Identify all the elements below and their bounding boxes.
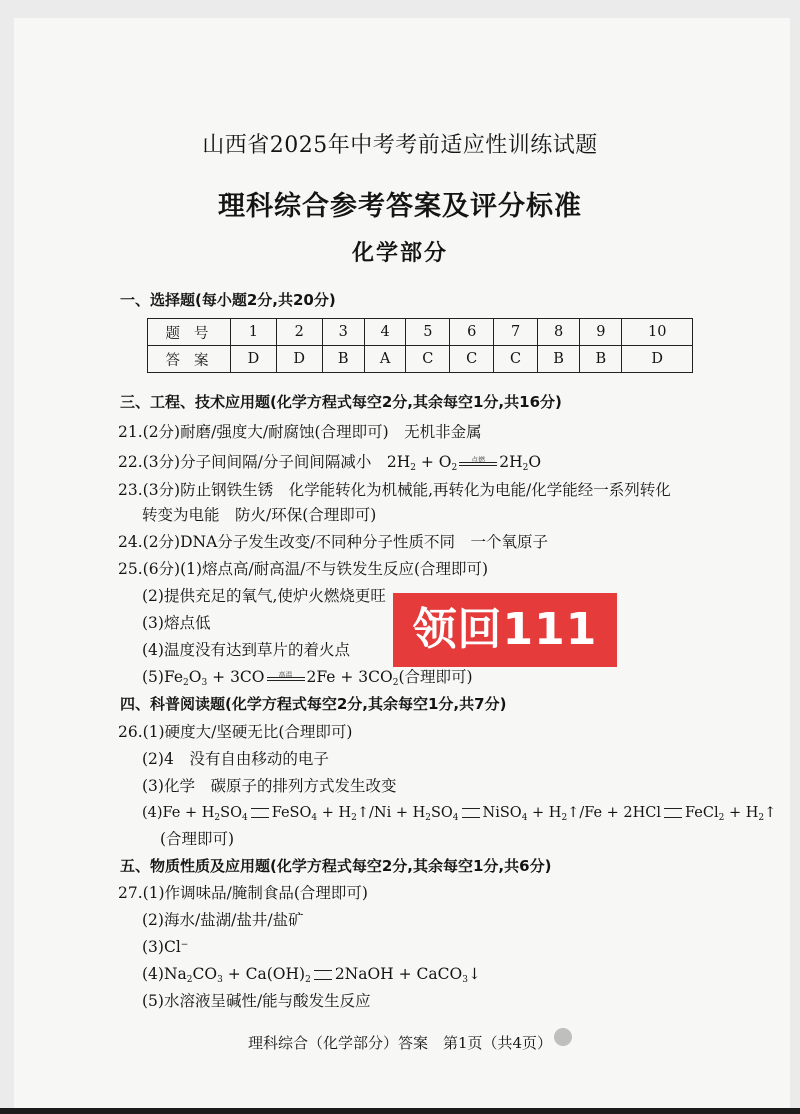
answer-27-3: (3)Cl− [142, 938, 189, 956]
answer-22-text: 22.(3分)分子间间隔/分子间间隔减小 2H [118, 453, 411, 471]
table-cell: 3 [322, 319, 364, 346]
answer-23-line1: 23.(3分)防止钢铁生锈 化学能转化为机械能,再转化为电能/化学能经一系列转化 [118, 481, 671, 499]
reaction-condition: 点燃 [459, 456, 497, 470]
answer-27-5: (5)水溶液呈碱性/能与酸发生反应 [142, 992, 371, 1010]
screen-bottom-bar [0, 1108, 800, 1114]
table-cell: C [450, 346, 494, 373]
reaction-condition: 高温 [267, 671, 305, 685]
table-cell: D [231, 346, 277, 373]
table-row-answers [148, 346, 693, 373]
table-cell: D [276, 346, 322, 373]
table-row-numbers [148, 319, 693, 346]
document-subtitle: 理科综合参考答案及评分标准 [218, 191, 582, 222]
row-label-answers: 答案 [148, 346, 231, 373]
answer-25-1: 25.(6分)(1)熔点高/耐高温/不与铁发生反应(合理即可) [118, 560, 489, 578]
section-5-heading: 五、物质性质及应用题(化学方程式每空2分,其余每空1分,共6分) [120, 857, 552, 875]
answer-27-2: (2)海水/盐湖/盐井/盐矿 [142, 911, 304, 929]
answer-24: 24.(2分)DNA分子发生改变/不同种分子性质不同 一个氧原子 [118, 533, 549, 551]
section-3-heading: 三、工程、技术应用题(化学方程式每空2分,其余每空1分,共16分) [120, 393, 562, 411]
answer-25-4: (4)温度没有达到草片的着火点 [142, 641, 350, 659]
answer-25-2: (2)提供充足的氧气,使炉火燃烧更旺 [142, 587, 386, 605]
table-cell: C [494, 346, 538, 373]
row-label-numbers: 题号 [148, 319, 231, 346]
answer-26-4-note: (合理即可) [160, 830, 235, 848]
table-cell: B [322, 346, 364, 373]
section-1-heading: 一、选择题(每小题2分,共20分) [120, 291, 336, 309]
answer-23-line2: 转变为电能 防火/环保(合理即可) [142, 506, 377, 524]
table-cell: A [364, 346, 406, 373]
section-4-heading: 四、科普阅读题(化学方程式每空2分,其余每空1分,共7分) [120, 695, 507, 713]
answer-25-5: $(5)Fe_2O_3 + 3CO$ 高温 $2Fe + 3CO_2$(合理即可) [142, 668, 473, 688]
table-cell: C [406, 346, 450, 373]
promo-stamp: 领回111 [393, 593, 617, 667]
table-cell: 4 [364, 319, 406, 346]
table-cell: B [580, 346, 622, 373]
answer-table [147, 318, 693, 373]
table-cell: 8 [537, 319, 579, 346]
table-cell: D [622, 346, 693, 373]
answer-27-1: 27.(1)作调味品/腌制食品(合理即可) [118, 884, 368, 902]
table-cell: B [537, 346, 579, 373]
table-cell: 1 [231, 319, 277, 346]
answer-27-4: $(4)Na_2CO_3 + Ca(OH)_2$ 2NaOH + CaCO$_3$↓ [142, 965, 481, 985]
part-heading: 化学部分 [351, 241, 448, 266]
table-cell: 9 [580, 319, 622, 346]
answer-22: 22.(3分)分子间间隔/分子间间隔减小 $2H_2 + O_2$ 点燃 $2H_2O$ [118, 453, 542, 473]
answer-26-1: 26.(1)硬度大/坚硬无比(合理即可) [118, 723, 353, 741]
answer-26-3: (3)化学 碳原子的排列方式发生改变 [142, 777, 397, 795]
table-cell: 5 [406, 319, 450, 346]
table-cell: 2 [276, 319, 322, 346]
answer-25-3: (3)熔点低 [142, 614, 211, 632]
table-cell: 10 [622, 319, 693, 346]
table-cell: 6 [450, 319, 494, 346]
exam-title: 山西省2025年中考考前适应性训练试题 [202, 133, 598, 158]
answer-26-2: (2)4 没有自由移动的电子 [142, 750, 329, 768]
page-footer: 理科综合（化学部分）答案 第1页（共4页） [247, 1034, 553, 1052]
answer-21: 21.(2分)耐磨/强度大/耐腐蚀(合理即可) 无机非金属 [118, 423, 482, 441]
answer-26-4: $(4)Fe + H_2SO_4$ FeSO$_4$ + $H_2↑/Ni + H_2SO_4$ NiSO$_4$ + $H_2↑/Fe + 2HCl$ FeCl$_2$ + $H_2↑$ [142, 805, 777, 823]
table-cell: 7 [494, 319, 538, 346]
